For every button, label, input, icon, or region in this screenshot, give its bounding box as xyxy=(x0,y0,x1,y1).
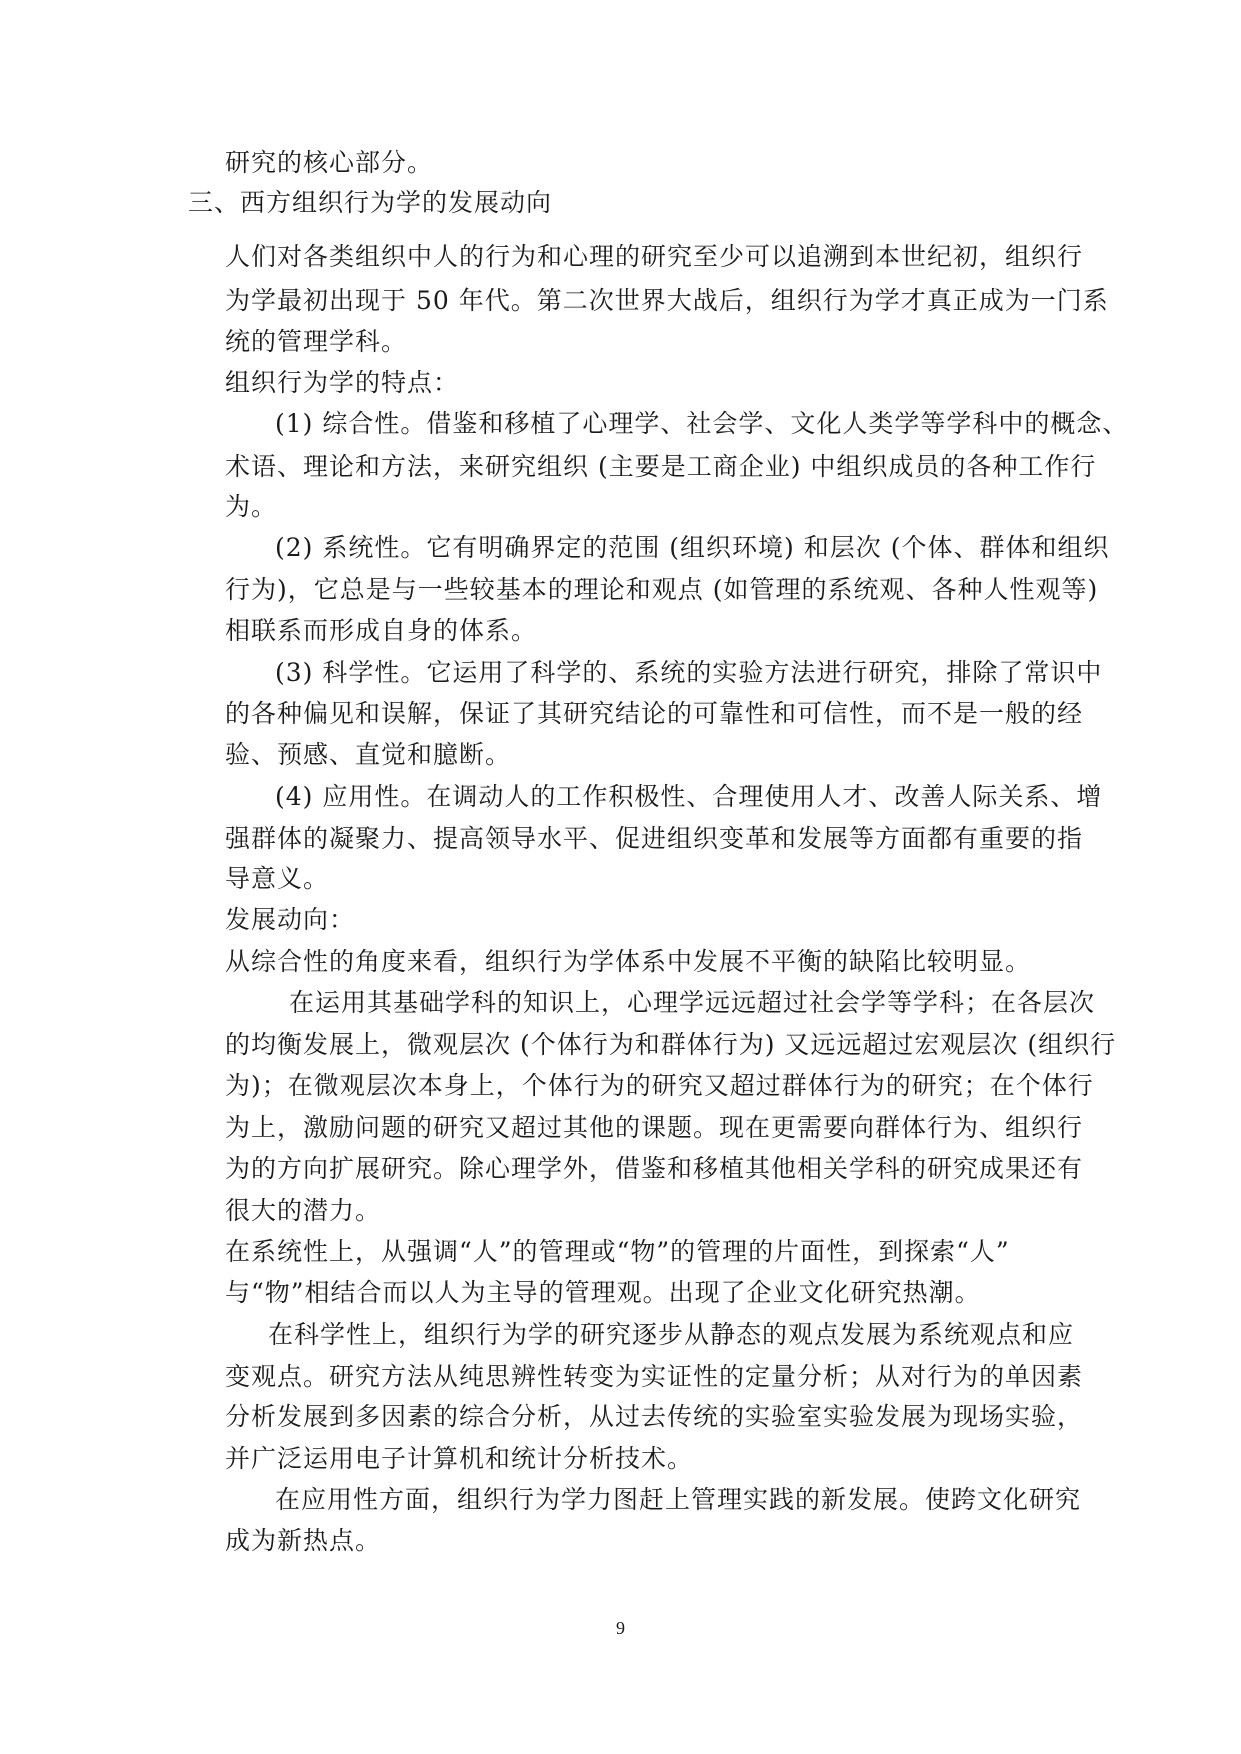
text-line: 导意义。 xyxy=(225,864,330,893)
text-line: 在系统性上，从强调“人”的管理或“物”的管理的片面性，到探索“人” xyxy=(225,1237,1010,1266)
text-line: 相联系而形成自身的体系。 xyxy=(225,616,538,645)
text-line: (4) 应用性。在调动人的工作积极性、合理使用人才、改善人际关系、增 xyxy=(275,782,1103,811)
text-line: 为学最初出现于 50 年代。第二次世界大战后，组织行为学才真正成为一门系 xyxy=(225,286,1109,315)
text-line: 为的方向扩展研究。除心理学外，借鉴和移植其他相关学科的研究成果还有 xyxy=(225,1154,1084,1183)
text-line: (1) 综合性。借鉴和移植了心理学、社会学、文化人类学等学科中的概念、 xyxy=(275,409,1129,438)
text-line: 术语、理论和方法，来研究组织 (主要是工商企业) 中组织成员的各种工作行 xyxy=(225,452,1097,481)
text-line: 的各种偏见和误解，保证了其研究结论的可靠性和可信性，而不是一般的经 xyxy=(225,699,1084,728)
text-line: 为。 xyxy=(225,492,278,521)
text-line: (3) 科学性。它运用了科学的、系统的实验方法进行研究，排除了常识中 xyxy=(275,658,1103,687)
text-line: 行为)，它总是与一些较基本的理论和观点 (如管理的系统观、各种人性观等) xyxy=(225,575,1099,604)
text-line: 人们对各类组织中人的行为和心理的研究至少可以追溯到本世纪初，组织行 xyxy=(225,242,1084,271)
text-line: 在运用其基础学科的知识上，心理学远远超过社会学等学科；在各层次 xyxy=(289,988,1096,1017)
text-line: 统的管理学科。 xyxy=(225,327,408,356)
text-line: 在科学性上，组织行为学的研究逐步从静态的观点发展为系统观点和应 xyxy=(268,1320,1075,1349)
text-line: 在应用性方面，组织行为学力图赶上管理实践的新发展。使跨文化研究 xyxy=(275,1485,1082,1514)
text-line: 的均衡发展上，微观层次 (个体行为和群体行为) 又远远超过宏观层次 (组织行 xyxy=(225,1030,1117,1059)
text-line: 成为新热点。 xyxy=(225,1526,382,1555)
text-line: 从综合性的角度来看，组织行为学体系中发展不平衡的缺陷比较明显。 xyxy=(225,947,1032,976)
text-line: 变观点。研究方法从纯思辨性转变为实证性的定量分析；从对行为的单因素 xyxy=(225,1362,1084,1391)
text-line: 强群体的凝聚力、提高领导水平、促进组织变革和发展等方面都有重要的指 xyxy=(225,824,1084,853)
text-line: 为)；在微观层次本身上，个体行为的研究又超过群体行为的研究；在个体行 xyxy=(225,1071,1094,1100)
section-heading: 三、西方组织行为学的发展动向 xyxy=(188,188,553,217)
page-number: 9 xyxy=(616,1618,625,1638)
subheading: 组织行为学的特点： xyxy=(225,368,460,397)
text-line: 并广泛运用电子计算机和统计分析技术。 xyxy=(225,1444,694,1473)
text-line: 研究的核心部分。 xyxy=(225,148,434,177)
text-line: 为上，激励问题的研究又超过其他的课题。现在更需要向群体行为、组织行 xyxy=(225,1113,1084,1142)
text-line: 分析发展到多因素的综合分析，从过去传统的实验室实验发展为现场实验， xyxy=(225,1402,1084,1431)
text-line: 验、预感、直觉和臆断。 xyxy=(225,740,512,769)
subheading: 发展动向： xyxy=(225,905,356,934)
text-line: (2) 系统性。它有明确界定的范围 (组织环境) 和层次 (个体、群体和组织 xyxy=(275,533,1110,562)
text-line: 很大的潜力。 xyxy=(225,1196,382,1225)
text-line: 与“物”相结合而以人为主导的管理观。出现了企业文化研究热潮。 xyxy=(225,1278,981,1307)
